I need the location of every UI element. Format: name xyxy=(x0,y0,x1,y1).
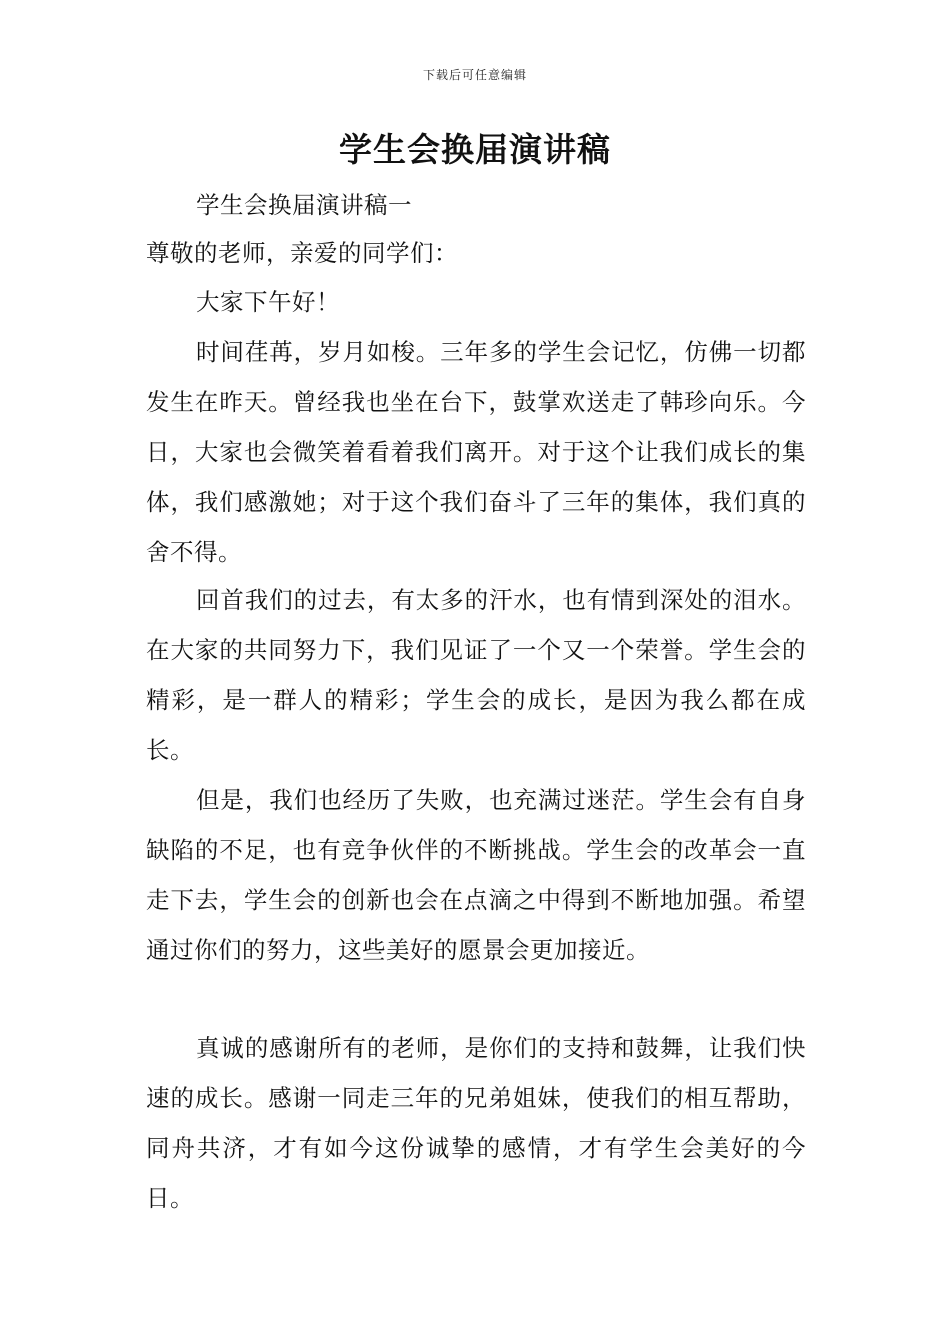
document-title: 学生会换届演讲稿 xyxy=(339,130,611,169)
greeting-line: 大家下午好！ xyxy=(196,288,340,316)
paragraph: 真诚的感谢所有的老师，是你们的支持和鼓舞，让我们快速的成长。感谢一同走三年的兄弟姐妹，使我们的相互帮助，同舟共济，才有如今这份诚挚的感情，才有学生会美好的今日。 xyxy=(146,1034,806,1212)
salutation: 尊敬的老师，亲爱的同学们： xyxy=(146,239,458,267)
paragraph: 回首我们的过去，有太多的汗水，也有情到深处的泪水。在大家的共同努力下，我们见证了一个又一个荣誉。学生会的精彩，是一群人的精彩；学生会的成长，是因为我么都在成长。 xyxy=(146,586,806,764)
document-subtitle: 学生会换届演讲稿一 xyxy=(196,191,412,219)
paragraph: 时间荏苒，岁月如梭。三年多的学生会记忆，仿佛一切都发生在昨天。曾经我也坐在台下，鼓掌欢送走了韩珍向乐。今日，大家也会微笑着看着我们离开。对于这个让我们成长的集体，我们感激她；对于这个我们奋斗了三年的集体，我们真的舍不得。 xyxy=(146,338,806,566)
header-note: 下载后可任意编辑 xyxy=(422,68,527,82)
paragraph: 但是，我们也经历了失败，也充满过迷茫。学生会有自身缺陷的不足，也有竞争伙伴的不断挑战。学生会的改革会一直走下去，学生会的创新也会在点滴之中得到不断地加强。希望通过你们的努力，这些美好的愿景会更加接近。 xyxy=(146,786,806,964)
